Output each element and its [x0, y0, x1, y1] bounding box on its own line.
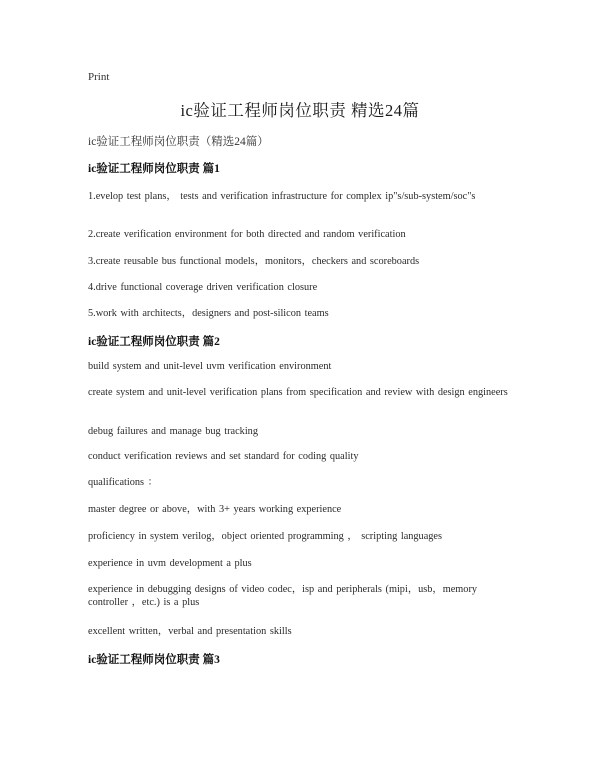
- list-item: experience in uvm development a plus: [88, 558, 252, 569]
- list-item: qualifications ：: [88, 477, 158, 488]
- list-item: 3.create reusable bus functional models，monitors，checkers and scoreboards: [88, 256, 420, 267]
- list-item: 2.create verification environment for both directed and random verification: [88, 229, 406, 240]
- list-item: 5.work with architects，designers and post-silicon teams: [88, 308, 329, 319]
- section-heading-3: ic验证工程师岗位职责 篇3: [88, 654, 220, 666]
- list-item: experience in debugging designs of video codec，isp and peripherals (mipi，usb，memory controller ，etc.) is a plus: [88, 584, 478, 608]
- list-item: proficiency in system verilog，object oriented programming ， scripting languages: [88, 531, 443, 542]
- list-item: excellent written，verbal and presentation skills: [88, 626, 292, 637]
- list-item: 1.evelop test plans， tests and verification infrastructure for complex ip"s/sub-system/soc"s: [88, 191, 476, 202]
- section-heading-1: ic验证工程师岗位职责 篇1: [88, 163, 220, 175]
- document-subtitle: ic验证工程师岗位职责（精选24篇）: [88, 136, 269, 148]
- print-label[interactable]: Print: [88, 71, 110, 83]
- list-item: 4.drive functional coverage driven verification closure: [88, 282, 318, 293]
- list-item: debug failures and manage bug tracking: [88, 426, 258, 437]
- section-heading-2: ic验证工程师岗位职责 篇2: [88, 336, 220, 348]
- list-item: conduct verification reviews and set standard for coding quality: [88, 451, 359, 462]
- list-item: build system and unit-level uvm verification environment: [88, 361, 332, 372]
- list-item: create system and unit-level verification plans from specification and review with design engineers: [88, 387, 508, 398]
- list-item: master degree or above，with 3+ years working experience: [88, 504, 342, 515]
- page-title: ic验证工程师岗位职责 精选24篇: [180, 101, 420, 120]
